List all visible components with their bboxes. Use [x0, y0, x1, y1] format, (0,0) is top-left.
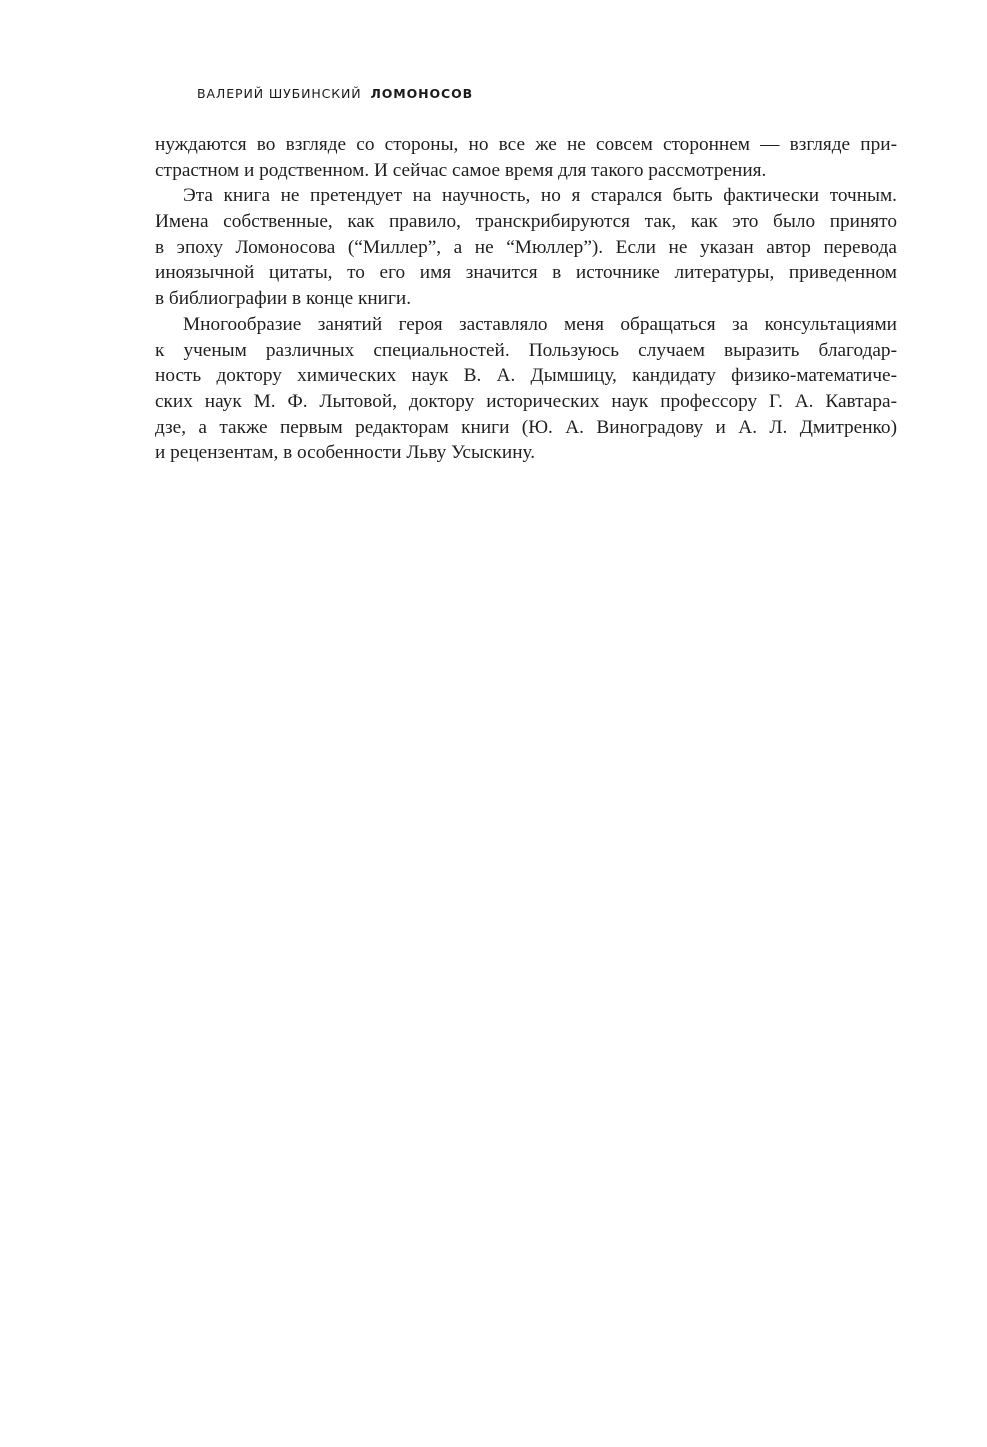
text-line: к ученым различных специальностей. Пользуюсь случаем выразить благодар-	[155, 339, 897, 361]
running-head	[197, 86, 473, 101]
text-line: иноязычной цитаты, то его имя значится в источнике литературы, приведенном	[155, 262, 897, 284]
text-line: ность доктору химических наук В. А. Дымшицу, кандидату физико-математиче-	[155, 365, 897, 387]
text-line: в эпоху Ломоносова (“Миллер”, а не “Мюллер”). Если не указан автор перевода	[155, 236, 897, 258]
text-line: нуждаются во взгляде со стороны, но все же не совсем стороннем — взгляде при-	[155, 134, 897, 155]
text-line: дзе, а также первым редакторам книги (Ю. А. Виноградову и А. Л. Дмитренко)	[155, 416, 897, 438]
body-text	[155, 132, 897, 466]
paragraph	[155, 312, 897, 466]
text-line: в библиографии в конце книги.	[155, 288, 412, 310]
running-head-title: ЛОМОНОСОВ	[370, 86, 474, 101]
paragraph	[155, 183, 897, 311]
text-line: Имена собственные, как правило, транскрибируются так, как это было принято	[155, 211, 897, 233]
text-line: Многообразие занятий героя заставляло меня обращаться за консультациями	[183, 313, 897, 335]
text-line: страстном и родственном. И сейчас самое время для такого рассмотрения.	[155, 159, 767, 181]
text-line: ских наук М. Ф. Лытовой, доктору исторических наук профессору Г. А. Кавтара-	[155, 390, 897, 412]
running-head-author: ВАЛЕРИЙ ШУБИНСКИЙ	[197, 86, 362, 101]
text-line: и рецензентам, в особенности Льву Усыскину.	[155, 442, 536, 464]
paragraph	[155, 132, 897, 183]
text-line: Эта книга не претендует на научность, но я старался быть фактически точным.	[183, 185, 897, 207]
